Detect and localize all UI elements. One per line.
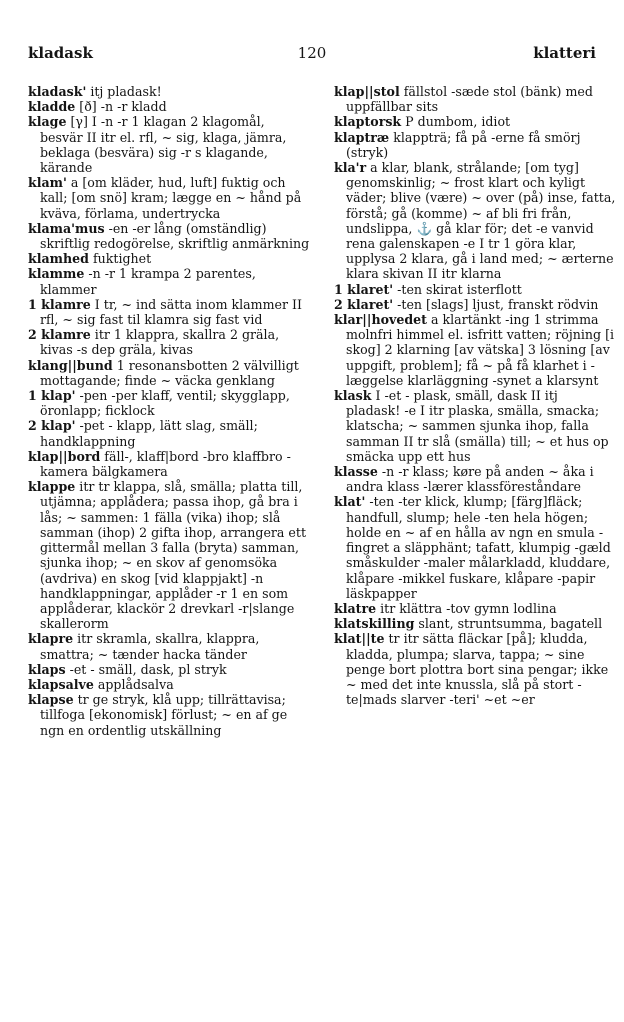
dictionary-entry: 1 klamre I tr, ~ ind sätta inom klammer II rfl, ~ sig fast til klamra sig fast vid — [28, 296, 302, 328]
dictionary-entry: kladask' itj pladask! — [28, 84, 162, 99]
dictionary-entry: klappe itr tr klappa, slå, smälla; platta till, utjämna; applådera; passa ihop, gå bra i lås; ~ sammen: 1 fälla (vika) ihop; slå samman (ihop) 2 gifta ihop, arrangera ett gittermål mellan 3 falla (bryta) samman, sjunka ihop; ~ en skov af genomsöka (avdriva) en skog [vid klappjakt] -n handklappningar, applåder -r 1 en som applåderar, klackör 2 drevkarl -r|slange skallerorm — [28, 479, 307, 632]
dictionary-entry: klaptræ klappträ; få på -erne få smörj (stryk) — [334, 129, 581, 160]
dictionary-entry: klaps -et - smäll, dask, pl stryk — [28, 661, 227, 677]
dictionary-entry: klap||stol fällstol -sæde stol (bänk) med uppfällbar sits — [334, 84, 593, 115]
header-last-word: klatteri — [533, 44, 596, 62]
dictionary-entry: klask I -et - plask, smäll, dask II itj pladask! -e I itr plaska, smälla, smacka; klatscha; ~ sammen sjunka ihop, falla samman II tr slå (smälla) till; ~ et hus op smäcka upp ett hus — [334, 388, 609, 464]
dictionary-entry: klatre itr klättra -tov gymn lodlina — [334, 600, 557, 616]
dictionary-entry: kladde [ð] -n -r kladd — [28, 99, 167, 115]
dictionary-entry: klat||te tr itr sätta fläckar [på]; kludda, kladda, plumpa; slarva, tappa; ~ sine penge bort plottra bort sina pengar; ikke ~ med det inte knussla, slå på stort -te|mads slarver -teri' ~et ~er — [334, 631, 609, 708]
dictionary-entry: klapsalve applådsalva — [28, 676, 174, 692]
dictionary-entry: klapse tr ge stryk, klå upp; tillrättavisa; tillfoga [ekonomisk] förlust; ~ en af ge ngn en ordentlig utskällning — [28, 692, 288, 738]
dictionary-entry: 2 klaret' -ten [slags] ljust, franskt rödvin — [334, 296, 599, 312]
header-first-word: kladask — [28, 44, 93, 62]
dictionary-entry: klasse -n -r klass; køre på anden ~ åka i andra klass -lærer klassföreståndare — [334, 464, 594, 495]
dictionary-entry: kla'r a klar, blank, strålande; [om tyg] genomskinlig; ~ frost klart och kyligt väder; blive (være) ~ over (på) inse, fatta, förstå; gå (komme) ~ af bli fri från, undslippa, ⚓ gå klar för; det -e vanvid rena galenskapen -e I tr 1 göra klar, upplysa 2 klara, gå i land med; ~ ærterne klara skivan II itr klarna — [334, 160, 616, 282]
left-column — [28, 84, 310, 738]
dictionary-entry: klage [γ] I -n -r 1 klagan 2 klagomål, besvär II itr el. rfl, ~ sig, klaga, jämra, beklaga (besvära) sig -r s klagande, kärande — [28, 114, 287, 176]
dictionary-entry: klamme -n -r 1 krampa 2 parentes, klammer — [28, 266, 256, 297]
dictionary-entry: klatskilling slant, struntsumma, bagatell — [334, 616, 603, 632]
dictionary-entry: klaptorsk P dumbom, idiot — [334, 114, 511, 130]
dictionary-entry: klap||bord fäll-, klaff|bord -bro klaffbro -kamera bälgkamera — [28, 448, 291, 480]
dictionary-entry: klama'mus -en -er lång (omständlig) skriftlig redogörelse, skriftlig anmärkning — [28, 220, 310, 252]
page-number: 120 — [297, 44, 327, 62]
dictionary-entry: 1 klap' -pen -per klaff, ventil; skygglapp, öronlapp; ficklock — [28, 388, 290, 419]
page-header — [28, 44, 596, 72]
right-column — [334, 84, 616, 707]
dictionary-entry: klat' -ten -ter klick, klump; [färg]fläck; handfull, slump; hele -ten hela högen; holde en ~ af en hålla av ngn en smula -fingret a släpphänt; tafatt, klumpig -gæld småskulder -maler målarkladd, kluddare, klåpare -mikkel fuskare, klåpare -papir läskpapper — [334, 494, 611, 601]
dictionary-entry: klang||bund 1 resonansbotten 2 välvilligt mottagande; finde ~ väcka genklang — [28, 357, 299, 388]
dictionary-entry: klar||hovedet a klartänkt -ing 1 strimma molnfri himmel el. isfritt vatten; röjning [i skog] 2 klarning [av vätska] 3 lösning [av uppgift, problem]; få ~ på få klarhet i -læggelse klarläggning -synet a klarsynt — [334, 312, 615, 388]
dictionary-entry: klam' a [om kläder, hud, luft] fuktig och kall; [om snö] kram; lægge en ~ hånd på kväva, förlama, undertrycka — [28, 175, 302, 221]
dictionary-entry: 2 klap' -pet - klapp, lätt slag, smäll; handklappning — [28, 418, 258, 449]
dictionary-entry: 1 klaret' -ten skirat isterflott — [334, 281, 522, 297]
dictionary-entry: klamhed fuktighet — [28, 251, 152, 267]
dictionary-entry: klapre itr skramla, skallra, klappra, smattra; ~ tænder hacka tänder — [28, 631, 260, 662]
dictionary-entry: 2 klamre itr 1 klappra, skallra 2 gräla, kivas -s dep gräla, kivas — [28, 327, 280, 358]
